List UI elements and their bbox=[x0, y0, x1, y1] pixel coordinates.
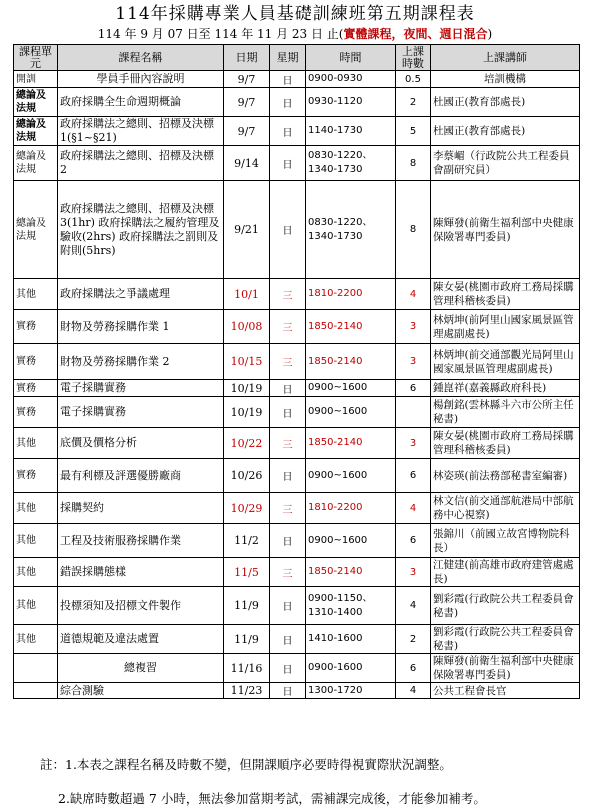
course-name-cell: 政府採購全生命週期概論 bbox=[58, 88, 224, 117]
weekday-cell: 日 bbox=[270, 524, 306, 558]
hours-cell: 6 bbox=[396, 459, 431, 493]
time-cell: 0900~1600 bbox=[306, 397, 396, 428]
date-cell: 10/15 bbox=[224, 344, 270, 380]
unit-cell: 實務 bbox=[14, 310, 58, 344]
header-week: 星期 bbox=[270, 45, 306, 71]
table-row bbox=[14, 397, 580, 428]
teacher-cell: 陳輝發(前衛生福利部中央健康保險署專門委員) bbox=[431, 654, 580, 683]
weekday-cell: 日 bbox=[270, 380, 306, 397]
unit-cell bbox=[14, 654, 58, 683]
weekday-cell: 日 bbox=[270, 459, 306, 493]
weekday-cell: 三 bbox=[270, 279, 306, 310]
time-cell: 1410-1600 bbox=[306, 625, 396, 654]
weekday-cell: 日 bbox=[270, 181, 306, 279]
date-cell: 10/19 bbox=[224, 397, 270, 428]
table-row bbox=[14, 428, 580, 459]
unit-cell: 開訓 bbox=[14, 71, 58, 88]
hours-cell: 4 bbox=[396, 493, 431, 524]
teacher-cell: 陳輝發(前衛生福利部中央健康保險署專門委員) bbox=[431, 181, 580, 279]
course-name-cell: 電子採購實務 bbox=[58, 380, 224, 397]
header-hours: 上課時數 bbox=[396, 45, 431, 71]
date-cell: 9/14 bbox=[224, 146, 270, 181]
unit-cell: 實務 bbox=[14, 344, 58, 380]
unit-cell: 其他 bbox=[14, 428, 58, 459]
course-name-cell: 最有利標及評選優勝廠商 bbox=[58, 459, 224, 493]
table-row bbox=[14, 380, 580, 397]
hours-cell: 8 bbox=[396, 181, 431, 279]
course-period bbox=[0, 26, 590, 42]
teacher-cell: 劉彩霞(行政院公共工程委員會秘書) bbox=[431, 625, 580, 654]
hours-cell: 4 bbox=[396, 587, 431, 625]
hours-cell: 2 bbox=[396, 88, 431, 117]
weekday-cell: 日 bbox=[270, 683, 306, 699]
header-row bbox=[14, 45, 580, 71]
unit-cell bbox=[14, 683, 58, 699]
table-row bbox=[14, 683, 580, 699]
table-row bbox=[14, 146, 580, 181]
teacher-cell: 江健建(前高雄市政府建管處處長) bbox=[431, 558, 580, 587]
time-cell: 1850-2140 bbox=[306, 558, 396, 587]
teacher-cell: 公共工程會長官 bbox=[431, 683, 580, 699]
course-name-cell: 學員手冊內容說明 bbox=[58, 71, 224, 88]
hours-cell: 8 bbox=[396, 146, 431, 181]
hours-cell: 3 bbox=[396, 310, 431, 344]
time-cell: 0900-1150、1310-1400 bbox=[306, 587, 396, 625]
weekday-cell: 日 bbox=[270, 146, 306, 181]
teacher-cell: 鍾崑祥(嘉義縣政府科長) bbox=[431, 380, 580, 397]
date-cell: 11/9 bbox=[224, 625, 270, 654]
date-cell: 9/21 bbox=[224, 181, 270, 279]
course-name-cell: 財物及勞務採購作業 1 bbox=[58, 310, 224, 344]
table-row bbox=[14, 654, 580, 683]
date-cell: 9/7 bbox=[224, 71, 270, 88]
hours-cell: 6 bbox=[396, 524, 431, 558]
time-cell: 0930-1120 bbox=[306, 88, 396, 117]
unit-cell: 實務 bbox=[14, 380, 58, 397]
teacher-cell: 林姿瑛(前法務部秘書室編審) bbox=[431, 459, 580, 493]
date-cell: 10/1 bbox=[224, 279, 270, 310]
date-cell: 11/2 bbox=[224, 524, 270, 558]
table-row bbox=[14, 88, 580, 117]
date-cell: 11/16 bbox=[224, 654, 270, 683]
hours-cell: 0.5 bbox=[396, 71, 431, 88]
teacher-cell: 陳女晏(桃園市政府工務局採購管理科稽核委員) bbox=[431, 279, 580, 310]
course-name-cell: 政府採購法之總則、招標及決標 3(1hr) 政府採購法之履約管理及驗收(2hrs) 政府採購法之罰則及附則(5hrs) bbox=[58, 181, 224, 279]
schedule-table bbox=[13, 44, 580, 699]
course-name-cell: 政府採購法之總則、招標及決標 1(§1~§21) bbox=[58, 117, 224, 146]
page-title: 114年採購專業人員基礎訓練班第五期課程表 bbox=[115, 4, 475, 24]
course-name-cell: 總複習 bbox=[58, 654, 224, 683]
time-cell: 0900~1600 bbox=[306, 459, 396, 493]
teacher-cell: 林文信(前交通部航港局中部航務中心視察) bbox=[431, 493, 580, 524]
hours-cell: 6 bbox=[396, 654, 431, 683]
date-cell: 10/19 bbox=[224, 380, 270, 397]
weekday-cell: 三 bbox=[270, 428, 306, 459]
weekday-cell: 日 bbox=[270, 71, 306, 88]
table-row bbox=[14, 493, 580, 524]
time-cell: 1810-2200 bbox=[306, 279, 396, 310]
course-name-cell: 政府採購法之總則、招標及決標 2 bbox=[58, 146, 224, 181]
time-cell: 1850-2140 bbox=[306, 344, 396, 380]
table-row bbox=[14, 181, 580, 279]
header-time: 時間 bbox=[306, 45, 396, 71]
hours-cell: 2 bbox=[396, 625, 431, 654]
table-row bbox=[14, 625, 580, 654]
table-row bbox=[14, 117, 580, 146]
period-text: 114 年 9 月 07 日至 114 年 11 月 23 日 止( bbox=[97, 27, 344, 41]
header-unit: 課程單元 bbox=[14, 45, 58, 71]
weekday-cell: 日 bbox=[270, 397, 306, 428]
course-name-cell: 底價及價格分析 bbox=[58, 428, 224, 459]
unit-cell: 總論及法規 bbox=[14, 146, 58, 181]
course-name-cell: 綜合測驗 bbox=[58, 683, 224, 699]
course-name-cell: 財物及勞務採購作業 2 bbox=[58, 344, 224, 380]
time-cell: 0900-1600 bbox=[306, 654, 396, 683]
weekday-cell: 日 bbox=[270, 117, 306, 146]
course-name-cell: 政府採購法之爭議處理 bbox=[58, 279, 224, 310]
date-cell: 10/29 bbox=[224, 493, 270, 524]
teacher-cell: 杜國正(教育部處長) bbox=[431, 88, 580, 117]
hours-cell: 3 bbox=[396, 344, 431, 380]
teacher-cell: 林炳坤(前交通部觀光局阿里山國家風景區管理處副處長) bbox=[431, 344, 580, 380]
time-cell: 1850-2140 bbox=[306, 310, 396, 344]
time-cell: 0900~1600 bbox=[306, 380, 396, 397]
header-teacher: 上課講師 bbox=[431, 45, 580, 71]
table-row bbox=[14, 524, 580, 558]
unit-cell: 實務 bbox=[14, 459, 58, 493]
time-cell: 0830-1220、1340-1730 bbox=[306, 146, 396, 181]
hours-cell bbox=[396, 397, 431, 428]
header-name: 課程名稱 bbox=[58, 45, 224, 71]
table-row bbox=[14, 459, 580, 493]
course-name-cell: 投標須知及招標文件製作 bbox=[58, 587, 224, 625]
weekday-cell: 三 bbox=[270, 558, 306, 587]
date-cell: 11/5 bbox=[224, 558, 270, 587]
table-row bbox=[14, 344, 580, 380]
hours-cell: 4 bbox=[396, 279, 431, 310]
teacher-cell: 杜國正(教育部處長) bbox=[431, 117, 580, 146]
period-suffix: ) bbox=[487, 27, 493, 41]
course-name-cell: 電子採購實務 bbox=[58, 397, 224, 428]
unit-cell: 總論及法規 bbox=[14, 181, 58, 279]
course-name-cell: 採購契約 bbox=[58, 493, 224, 524]
teacher-cell: 楊創銘(雲林縣斗六市公所主任秘書) bbox=[431, 397, 580, 428]
hours-cell: 3 bbox=[396, 428, 431, 459]
course-name-cell: 道德規範及違法處置 bbox=[58, 625, 224, 654]
weekday-cell: 日 bbox=[270, 625, 306, 654]
note-1: 註：1.本表之課程名稱及時數不變，但開課順序必要時得視實際狀況調整。 bbox=[40, 757, 452, 772]
time-cell: 1300-1720 bbox=[306, 683, 396, 699]
date-cell: 11/23 bbox=[224, 683, 270, 699]
date-cell: 10/08 bbox=[224, 310, 270, 344]
unit-cell: 總論及法規 bbox=[14, 117, 58, 146]
course-name-cell: 工程及技術服務採購作業 bbox=[58, 524, 224, 558]
hours-cell: 6 bbox=[396, 380, 431, 397]
time-cell: 1810-2200 bbox=[306, 493, 396, 524]
time-cell: 0900-0930 bbox=[306, 71, 396, 88]
teacher-cell: 劉彩霞(行政院公共工程委員會秘書) bbox=[431, 587, 580, 625]
hours-cell: 4 bbox=[396, 683, 431, 699]
weekday-cell: 三 bbox=[270, 310, 306, 344]
table-row bbox=[14, 279, 580, 310]
date-cell: 10/26 bbox=[224, 459, 270, 493]
time-cell: 1850-2140 bbox=[306, 428, 396, 459]
schedule-body bbox=[14, 71, 580, 699]
teacher-cell: 張錦川（前國立故宮博物院科長） bbox=[431, 524, 580, 558]
date-cell: 9/7 bbox=[224, 88, 270, 117]
teacher-cell: 李蔡嵋（行政院公共工程委員會副研究員） bbox=[431, 146, 580, 181]
unit-cell: 其他 bbox=[14, 558, 58, 587]
hours-cell: 5 bbox=[396, 117, 431, 146]
header-date: 日期 bbox=[224, 45, 270, 71]
date-cell: 11/9 bbox=[224, 587, 270, 625]
date-cell: 10/22 bbox=[224, 428, 270, 459]
unit-cell: 其他 bbox=[14, 625, 58, 654]
teacher-cell: 培訓機構 bbox=[431, 71, 580, 88]
course-mode-highlight: 實體課程，夜間、週日混合 bbox=[343, 27, 488, 41]
weekday-cell: 日 bbox=[270, 88, 306, 117]
table-row bbox=[14, 71, 580, 88]
unit-cell: 其他 bbox=[14, 279, 58, 310]
unit-cell: 其他 bbox=[14, 587, 58, 625]
weekday-cell: 日 bbox=[270, 587, 306, 625]
table-row bbox=[14, 310, 580, 344]
time-cell: 0900~1600 bbox=[306, 524, 396, 558]
teacher-cell: 林炳坤(前阿里山國家風景區管理處副處長) bbox=[431, 310, 580, 344]
time-cell: 0830-1220、1340-1730 bbox=[306, 181, 396, 279]
weekday-cell: 三 bbox=[270, 493, 306, 524]
weekday-cell: 日 bbox=[270, 654, 306, 683]
note-2: 2.缺席時數超過 7 小時，無法參加當期考試，需補課完成後，才能參加補考。 bbox=[58, 791, 486, 806]
unit-cell: 其他 bbox=[14, 493, 58, 524]
unit-cell: 實務 bbox=[14, 397, 58, 428]
date-cell: 9/7 bbox=[224, 117, 270, 146]
unit-cell: 其他 bbox=[14, 524, 58, 558]
weekday-cell: 三 bbox=[270, 344, 306, 380]
time-cell: 1140-1730 bbox=[306, 117, 396, 146]
unit-cell: 總論及法規 bbox=[14, 88, 58, 117]
hours-cell: 3 bbox=[396, 558, 431, 587]
teacher-cell: 陳女晏(桃園市政府工務局採購管理科稽核委員) bbox=[431, 428, 580, 459]
table-row bbox=[14, 558, 580, 587]
course-name-cell: 錯誤採購態樣 bbox=[58, 558, 224, 587]
table-row bbox=[14, 587, 580, 625]
